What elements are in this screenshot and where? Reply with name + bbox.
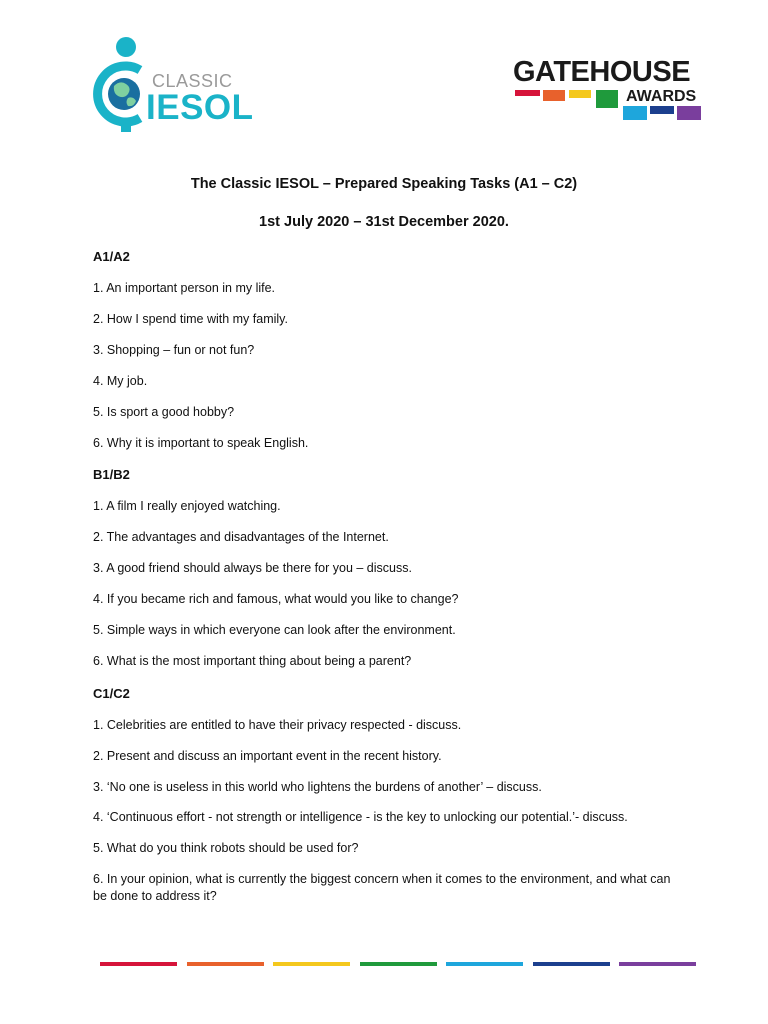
section-heading-c1-c2: C1/C2 (93, 686, 130, 701)
task-item: 1. An important person in my life. (93, 281, 276, 295)
logo-color-block-blue (623, 106, 647, 120)
task-item: 4. If you became rich and famous, what would you like to change? (93, 592, 459, 606)
footer-bar-red (100, 962, 177, 966)
logo-color-block-yellow (569, 90, 591, 98)
task-item: 2. How I spend time with my family. (93, 312, 288, 326)
document-title: The Classic IESOL – Prepared Speaking Tasks (A1 – C2) (190, 176, 578, 192)
logo-gatehouse-text: GATEHOUSE (513, 56, 691, 88)
gatehouse-awards-logo (512, 56, 712, 126)
task-item: 1. Celebrities are entitled to have their privacy respected - discuss. (93, 718, 462, 732)
task-item: 3. Shopping – fun or not fun? (93, 343, 255, 357)
footer-bar-purple (619, 962, 696, 966)
footer-bar-orange (187, 962, 264, 966)
task-item: 1. A film I really enjoyed watching. (93, 499, 281, 513)
logo-awards-text: AWARDS (626, 88, 697, 105)
task-item: 3. A good friend should always be there for you – discuss. (93, 561, 412, 575)
logo-color-block-red (515, 90, 540, 96)
task-item: 2. The advantages and disadvantages of the Internet. (93, 530, 389, 544)
footer-bar-green (360, 962, 437, 966)
section-heading-a1-a2: A1/A2 (93, 249, 130, 264)
task-item: 6. In your opinion, what is currently the biggest concern when it comes to the environment, and what can be done to address it? (93, 872, 671, 903)
task-item: 4. ‘Continuous effort - not strength or intelligence - is the key to unlocking our potential.’- discuss. (93, 810, 628, 824)
logo-color-block-green (596, 90, 618, 108)
logo-classic-text: CLASSIC (152, 71, 233, 91)
task-item: 5. Simple ways in which everyone can look after the environment. (93, 623, 456, 637)
task-item: 6. Why it is important to speak English. (93, 436, 309, 450)
logo-color-block-navy (650, 106, 674, 114)
section-heading-b1-b2: B1/B2 (93, 467, 130, 482)
task-item: 5. Is sport a good hobby? (93, 405, 235, 419)
footer-bar-yellow (273, 962, 350, 966)
footer-bar-blue (446, 962, 523, 966)
task-item: 4. My job. (93, 374, 148, 388)
task-item: 6. What is the most important thing about being a parent? (93, 654, 412, 668)
logo-color-block-purple (677, 106, 701, 120)
logo-color-block-orange (543, 90, 565, 101)
document-date-range: 1st July 2020 – 31st December 2020. (259, 214, 509, 230)
task-item: 2. Present and discuss an important event in the recent history. (93, 749, 442, 763)
footer-bar-navy (533, 962, 610, 966)
task-item: 3. ‘No one is useless in this world who lightens the burdens of another’ – discuss. (93, 780, 542, 794)
classic-iesol-logo (88, 36, 254, 136)
task-item: 5. What do you think robots should be used for? (93, 841, 359, 855)
logo-iesol-text: IESOL (146, 88, 254, 127)
